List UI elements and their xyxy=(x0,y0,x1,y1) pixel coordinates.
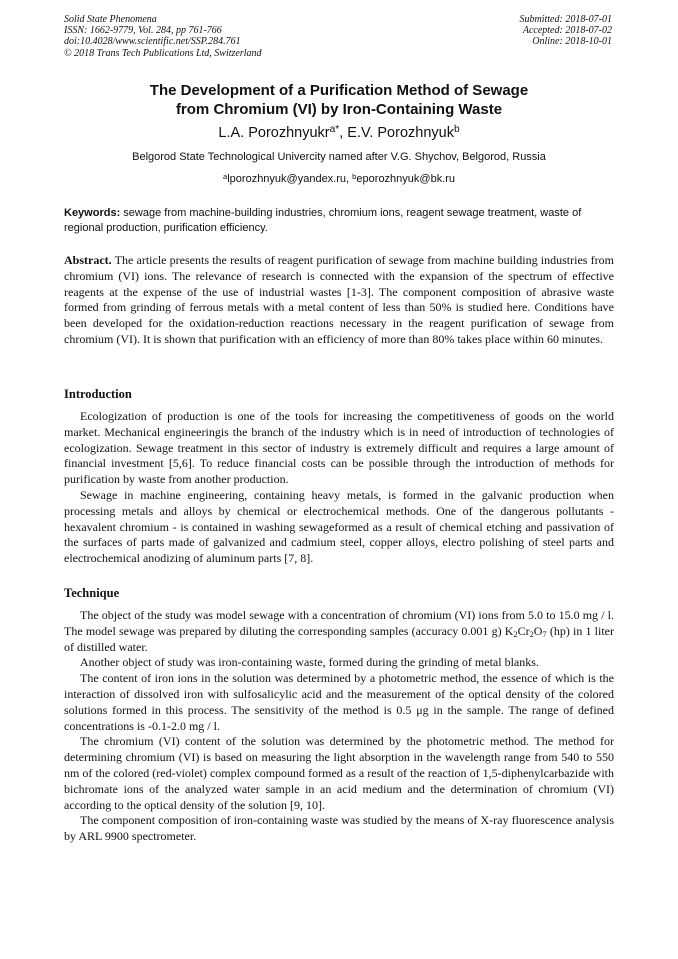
o-symbol: O xyxy=(533,623,543,638)
author-1: L.A. Porozhnyukr xyxy=(218,125,330,141)
author-2: E.V. Porozhnyuk xyxy=(347,125,454,141)
p1-text-start: The object of the study was model sewage with a concentration of chromium (VI) ions from 5.0 to 15.0 mg / l. The model sewage was prepared by diluting the corresponding samples (accuracy 0.001 g) K xyxy=(64,608,614,638)
author-separator: , xyxy=(339,125,348,141)
paragraph: Ecologization of production is one of the tools for increasing the competitiveness of goods on the world market. Mechanical engineeringis the branch of the industry which is in need of introduction of technologies of ecologization. Sewage treatment in this sector of industry is extremely difficult and requires a large amount of financial investment [5,6]. To reduce financial costs can be possible through the introduction of methods for purification by waste from another production. xyxy=(64,409,614,487)
journal-name: Solid State Phenomena xyxy=(64,14,157,25)
technique-section xyxy=(64,608,614,845)
title-line-2: from Chromium (VI) by Iron-Containing Waste xyxy=(175,101,503,118)
journal-info xyxy=(64,14,262,59)
keywords-label: Keywords: xyxy=(64,207,121,219)
abstract-text: The article presents the results of reagent purification of sewage from machine building industries from chromium (VI) ions. The relevance of research is connected with the expansion of the spectrum of effective reagents at the expense of the use of industrial wastes [1-3]. The component composition of abrasive waste formed from grinding of ferrous metals with a metal content of less than 50% is studied here. Conditions have been developed for the oxidation-reduction reactions necessary in the reagent purification of sewage from chromium (VI). It is shown that purification with an efficiency of more than 80% takes place within 60 minutes. xyxy=(64,253,614,346)
paragraph: Sewage in machine engineering, containing heavy metals, is formed in the galvanic production when processing metals and alloys by chemical or electrochemical methods. One of the dangerous pollutants - hexavalent chromium - is contained in washing sewageformed as a result of chemical etching and passivation of the surfaces of parts made of galvanized and cadmium steel, copper alloys, electro polishing of steel parts and electrochemical anodizing of aluminum parts [7, 8]. xyxy=(64,487,614,566)
authors xyxy=(40,124,638,142)
submission-dates xyxy=(520,14,613,48)
accepted-date: Accepted: 2018-07-02 xyxy=(522,25,612,37)
email-b-mark: b xyxy=(352,171,357,181)
abstract xyxy=(64,253,614,348)
keywords-text: sewage from machine-building industries, chromium ions, reagent sewage treatment, waste of regional production, purification efficiency. xyxy=(64,207,582,234)
paragraph: The content of iron ions in the solution was determined by a photometric method, the essence of which is the interaction of dissolved iron with sulfosalicylic acid and the measurement of the optical density of the colored solutions formed in this process. The sensitivity of the method is 0.5 μg in the sample. The range of defined concentrations is -0.1-2.0 mg / l. xyxy=(64,671,614,733)
p1-text-end: (hp) in 1 liter of distilled water. xyxy=(64,623,614,654)
author-2-affil-mark: b xyxy=(453,124,460,136)
author-1-affil-mark: a* xyxy=(329,124,340,136)
journal-doi: doi:10.4028/www.scientific.net/SSP.284.761 xyxy=(64,36,241,48)
paper-title xyxy=(40,81,638,119)
abstract-label: Abstract. xyxy=(64,253,112,267)
email-b[interactable]: eporozhnyuk@bk.ru xyxy=(356,173,456,185)
journal-copyright: © 2018 Trans Tech Publications Ltd, Switzerland xyxy=(64,47,262,59)
title-line-1: The Development of a Purification Method of Sewage xyxy=(149,82,529,99)
affiliation: Belgorod State Technological Univercity named after V.G. Shychov, Belgorod, Russia xyxy=(132,151,546,163)
online-date: Online: 2018-10-01 xyxy=(532,36,612,48)
k-subscript: 2 xyxy=(513,630,518,640)
technique-heading: Technique xyxy=(64,586,120,600)
paragraph xyxy=(64,608,614,655)
paragraph: The component composition of iron-containing waste was studied by the means of X-ray fluorescence analysis by ARL 9900 spectrometer. xyxy=(64,813,614,844)
cr-subscript: 2 xyxy=(529,630,534,640)
o-subscript: 7 xyxy=(542,630,547,640)
email-a[interactable]: lporozhnyuk@yandex.ru, xyxy=(227,173,353,185)
introduction-heading: Introduction xyxy=(64,387,132,401)
author-emails xyxy=(40,172,638,186)
journal-issn: ISSN: 1662-9779, Vol. 284, pp 761-766 xyxy=(64,25,222,37)
email-a-mark: a xyxy=(222,171,228,181)
submitted-date: Submitted: 2018-07-01 xyxy=(519,14,612,25)
cr-symbol: Cr xyxy=(517,623,530,638)
paragraph: Another object of study was iron-containing waste, formed during the grinding of metal blanks. xyxy=(80,655,539,670)
keywords xyxy=(64,206,614,235)
paragraph: The chromium (VI) content of the solution was determined by the photometric method. The method for determining chromium (VI) is based on measuring the light absorption in the wavelength range from 540 to 550 nm of the colored (red-violet) complex compound formed as a result of the reaction of 1,5-diphenylcarbazide with bichromate ions of the analyzed water sample in an acid medium and the determination of chromium (VI) according to the optical density of the solution [9, 10]. xyxy=(64,734,614,812)
introduction-section xyxy=(64,409,614,567)
